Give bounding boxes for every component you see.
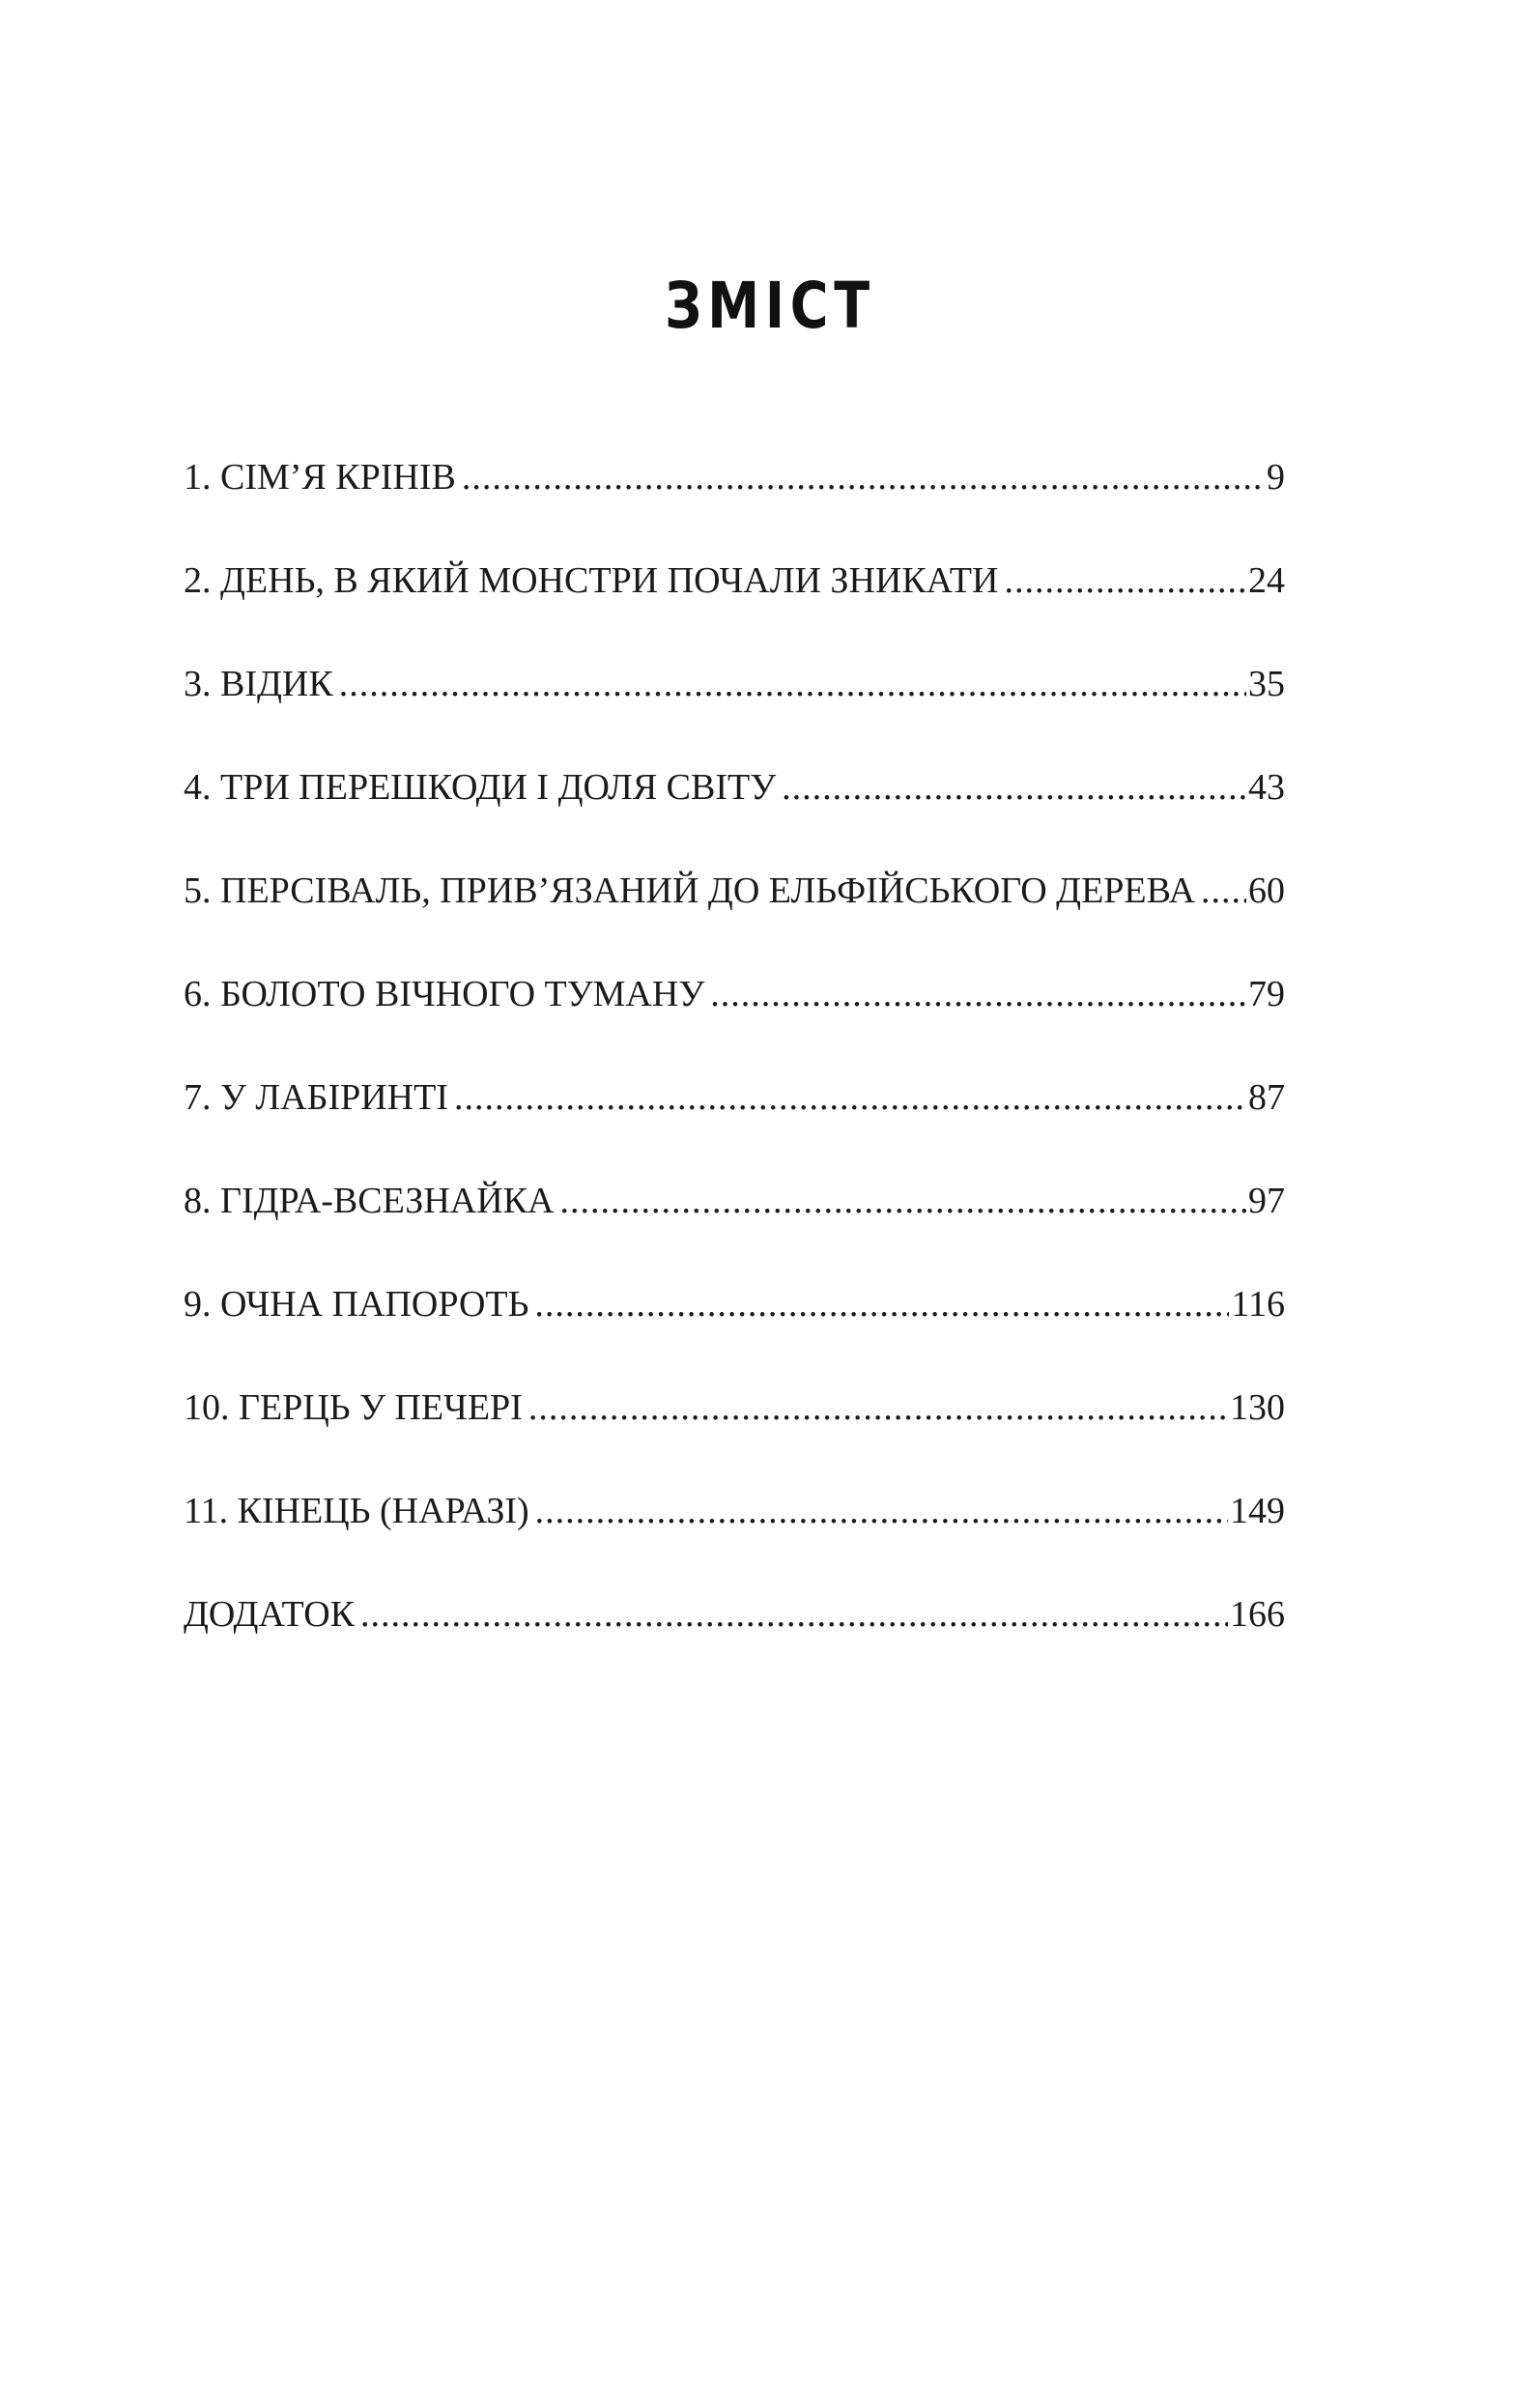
toc-leader-dots xyxy=(782,764,1246,811)
toc-entry[interactable] xyxy=(184,454,1285,557)
toc-entry[interactable] xyxy=(184,1178,1285,1281)
toc-entry-title: 8. ГІДРА-ВСЕЗНАЙКА xyxy=(184,1181,555,1221)
table-of-contents xyxy=(184,454,1285,1695)
toc-entry-page: 130 xyxy=(1230,1387,1285,1428)
toc-entry[interactable] xyxy=(184,1591,1285,1695)
toc-entry-page: 35 xyxy=(1248,664,1285,704)
toc-leader-dots xyxy=(559,1178,1246,1224)
toc-entry-page: 149 xyxy=(1230,1491,1285,1531)
toc-entry-page: 87 xyxy=(1248,1077,1285,1118)
toc-entry[interactable] xyxy=(184,1074,1285,1178)
toc-entry-title: 5. ПЕРСІВАЛЬ, ПРИВ’ЯЗАНИЙ ДО ЕЛЬФІЙСЬКОГО ДЕРЕВА xyxy=(184,870,1196,911)
toc-leader-dots xyxy=(360,1591,1228,1638)
toc-entry-title: 1. СІМ’Я КРІНІВ xyxy=(184,457,456,498)
toc-entry-page: 43 xyxy=(1248,767,1285,808)
toc-entry-page: 79 xyxy=(1248,974,1285,1014)
toc-leader-dots xyxy=(339,661,1246,707)
toc-entry-title: 11. КІНЕЦЬ (НАРАЗІ) xyxy=(184,1491,529,1531)
toc-entry-page: 9 xyxy=(1267,457,1285,498)
toc-entry[interactable] xyxy=(184,1384,1285,1488)
toc-entry-title: 9. ОЧНА ПАПОРОТЬ xyxy=(184,1284,529,1325)
toc-leader-dots xyxy=(1201,868,1246,914)
toc-entry-page: 60 xyxy=(1248,870,1285,911)
toc-entry[interactable] xyxy=(184,764,1285,868)
toc-entry-page: 24 xyxy=(1248,560,1285,601)
toc-entry-title: 2. ДЕНЬ, В ЯКИЙ МОНСТРИ ПОЧАЛИ ЗНИКАТИ xyxy=(184,560,999,601)
toc-entry-title: 10. ГЕРЦЬ У ПЕЧЕРІ xyxy=(184,1387,523,1428)
toc-entry-title: 4. ТРИ ПЕРЕШКОДИ І ДОЛЯ СВІТУ xyxy=(184,767,777,808)
toc-leader-dots xyxy=(528,1384,1228,1431)
toc-leader-dots xyxy=(534,1281,1229,1327)
toc-leader-dots xyxy=(710,971,1246,1017)
toc-leader-dots xyxy=(462,454,1265,500)
toc-entry-page: 116 xyxy=(1231,1284,1285,1325)
toc-entry[interactable] xyxy=(184,1281,1285,1384)
toc-entry[interactable] xyxy=(184,661,1285,764)
toc-leader-dots xyxy=(1004,557,1246,604)
toc-leader-dots xyxy=(454,1074,1246,1121)
toc-entry[interactable] xyxy=(184,1488,1285,1591)
page-title: ЗМІСТ xyxy=(665,269,875,343)
toc-entry-title: 3. ВІДИК xyxy=(184,664,333,704)
toc-entry[interactable] xyxy=(184,971,1285,1074)
toc-entry[interactable] xyxy=(184,557,1285,661)
toc-entry-title: 6. БОЛОТО ВІЧНОГО ТУМАНУ xyxy=(184,974,705,1014)
toc-entry-page: 166 xyxy=(1230,1594,1285,1635)
toc-leader-dots xyxy=(535,1488,1228,1534)
toc-entry-title: ДОДАТОК xyxy=(184,1594,355,1635)
toc-entry-title: 7. У ЛАБІРИНТІ xyxy=(184,1077,448,1118)
toc-entry-page: 97 xyxy=(1248,1181,1285,1221)
toc-entry[interactable] xyxy=(184,868,1285,971)
